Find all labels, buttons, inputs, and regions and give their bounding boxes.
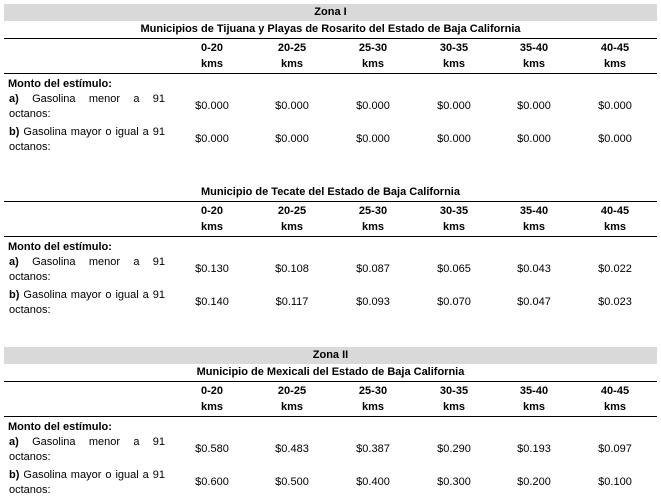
col-header-4: 35-40 kms bbox=[519, 385, 549, 413]
col-header-1: 20-25 kms bbox=[277, 385, 307, 413]
col-header-1: 20-25 kms bbox=[277, 42, 307, 70]
value-cell: $0.483 bbox=[275, 443, 309, 455]
monto-label: Monto del estímulo: bbox=[4, 416, 657, 435]
spacer bbox=[4, 158, 657, 184]
value-cell: $0.500 bbox=[275, 476, 309, 488]
table-row bbox=[4, 468, 657, 501]
value-cell: $0.022 bbox=[598, 263, 632, 275]
col-header-4: 35-40 kms bbox=[519, 42, 549, 70]
col-header-4: 35-40 kms bbox=[519, 205, 549, 233]
value-cell: $0.000 bbox=[275, 133, 309, 145]
value-cell: $0.000 bbox=[356, 100, 390, 112]
value-cell: $0.000 bbox=[517, 100, 551, 112]
col-header-2: 25-30 kms bbox=[358, 385, 388, 413]
value-cell: $0.000 bbox=[275, 100, 309, 112]
col-header-0: 0-20 kms bbox=[200, 205, 224, 233]
col-header-5: 40-45 kms bbox=[600, 42, 630, 70]
mexicali-title: Municipio de Mexicali del Estado de Baja California bbox=[4, 364, 657, 382]
col-header-3: 30-35 kms bbox=[439, 385, 469, 413]
col-header-2: 25-30 kms bbox=[358, 205, 388, 233]
value-cell: $0.087 bbox=[356, 263, 390, 275]
value-cell: $0.000 bbox=[598, 133, 632, 145]
spacer bbox=[4, 321, 657, 347]
value-cell: $0.200 bbox=[517, 476, 551, 488]
tijuana-title: Municipios de Tijuana y Playas de Rosarito del Estado de Baja California bbox=[4, 21, 657, 39]
value-cell: $0.000 bbox=[356, 133, 390, 145]
row-b-label: b) Gasolina mayor o igual a 91 octanos: bbox=[9, 469, 166, 496]
value-cell: $0.070 bbox=[437, 296, 471, 308]
value-cell: $0.093 bbox=[356, 296, 390, 308]
stimulus-document bbox=[4, 4, 657, 501]
value-cell: $0.000 bbox=[598, 100, 632, 112]
row-b-label: b) Gasolina mayor o igual a 91 octanos: bbox=[9, 289, 166, 316]
col-header-0: 0-20 kms bbox=[200, 385, 224, 413]
row-a-label: a) Gasolina menor a 91 octanos: bbox=[9, 93, 165, 120]
value-cell: $0.140 bbox=[195, 296, 229, 308]
value-cell: $0.600 bbox=[195, 476, 229, 488]
col-header-2: 25-30 kms bbox=[358, 42, 388, 70]
value-cell: $0.100 bbox=[598, 476, 632, 488]
value-cell: $0.000 bbox=[195, 133, 229, 145]
table-row bbox=[4, 288, 657, 321]
col-header-5: 40-45 kms bbox=[600, 385, 630, 413]
value-cell: $0.387 bbox=[356, 443, 390, 455]
col-header-3: 30-35 kms bbox=[439, 205, 469, 233]
monto-label: Monto del estímulo: bbox=[4, 236, 657, 255]
column-header bbox=[4, 382, 657, 416]
value-cell: $0.043 bbox=[517, 263, 551, 275]
value-cell: $0.047 bbox=[517, 296, 551, 308]
value-cell: $0.290 bbox=[437, 443, 471, 455]
value-cell: $0.108 bbox=[275, 263, 309, 275]
column-header bbox=[4, 39, 657, 73]
table-row bbox=[4, 92, 657, 125]
value-cell: $0.097 bbox=[598, 443, 632, 455]
zone-1-title: Zona I bbox=[4, 4, 657, 21]
col-header-1: 20-25 kms bbox=[277, 205, 307, 233]
value-cell: $0.023 bbox=[598, 296, 632, 308]
value-cell: $0.000 bbox=[195, 100, 229, 112]
value-cell: $0.400 bbox=[356, 476, 390, 488]
col-header-5: 40-45 kms bbox=[600, 205, 630, 233]
monto-label: Monto del estímulo: bbox=[4, 73, 657, 92]
value-cell: $0.000 bbox=[517, 133, 551, 145]
table-row bbox=[4, 255, 657, 288]
value-cell: $0.117 bbox=[275, 296, 309, 308]
row-a-label: a) Gasolina menor a 91 octanos: bbox=[9, 256, 165, 283]
col-header-0: 0-20 kms bbox=[200, 42, 224, 70]
column-header bbox=[4, 202, 657, 236]
col-header-3: 30-35 kms bbox=[439, 42, 469, 70]
value-cell: $0.000 bbox=[437, 100, 471, 112]
table-row bbox=[4, 125, 657, 158]
value-cell: $0.065 bbox=[437, 263, 471, 275]
row-a-label: a) Gasolina menor a 91 octanos: bbox=[9, 436, 165, 463]
value-cell: $0.130 bbox=[195, 263, 229, 275]
value-cell: $0.300 bbox=[437, 476, 471, 488]
zone-2-title: Zona II bbox=[4, 347, 657, 364]
value-cell: $0.580 bbox=[195, 443, 229, 455]
row-b-label: b) Gasolina mayor o igual a 91 octanos: bbox=[9, 126, 166, 153]
tecate-title: Municipio de Tecate del Estado de Baja California bbox=[4, 184, 657, 202]
table-row bbox=[4, 435, 657, 468]
value-cell: $0.000 bbox=[437, 133, 471, 145]
value-cell: $0.193 bbox=[517, 443, 551, 455]
